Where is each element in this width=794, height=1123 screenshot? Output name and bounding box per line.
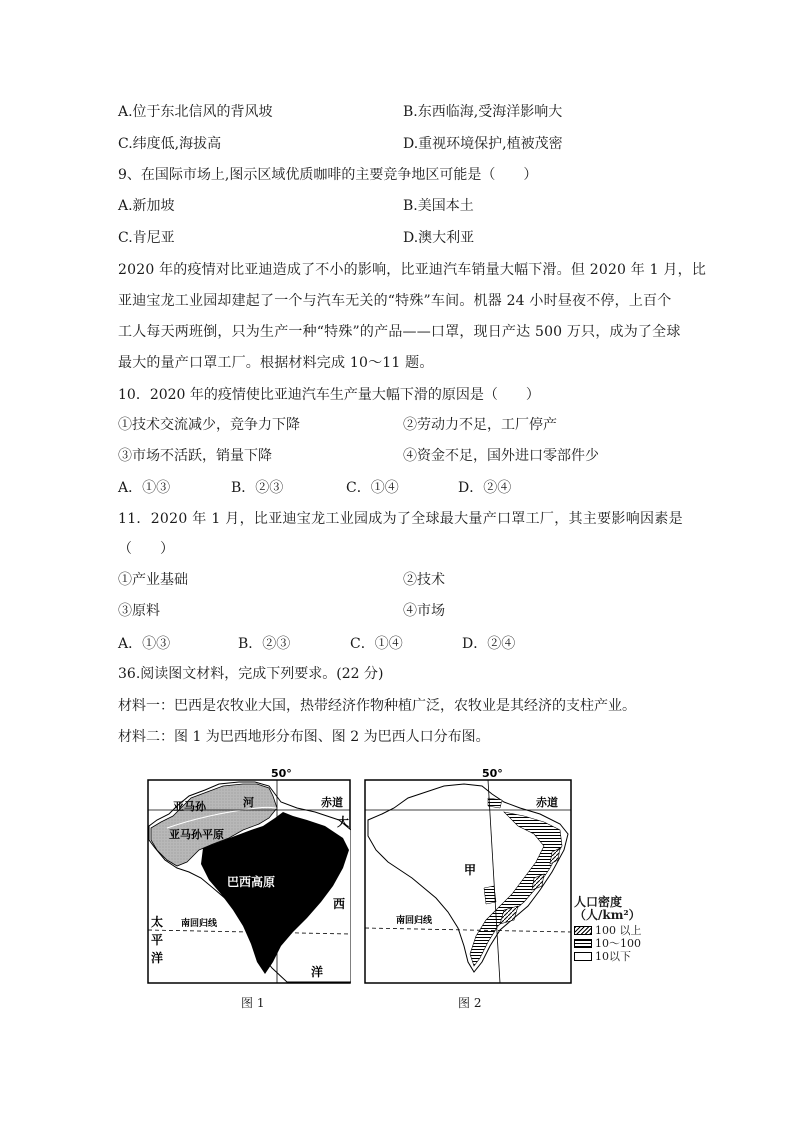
- q11-choice-1: ①产业基础: [118, 572, 188, 588]
- population-density-legend: [574, 896, 642, 963]
- q8-option-b: B.东西临海,受海洋影响大: [403, 104, 563, 120]
- q11-blank: （ ）: [118, 541, 174, 557]
- q11-option-b: B．②③: [238, 636, 291, 652]
- q10-choice-2: ②劳动力不足，工厂停产: [403, 417, 557, 433]
- q36-material-2: 材料二：图 1 为巴西地形分布图、图 2 为巴西人口分布图。: [118, 729, 490, 745]
- fig1-plateau-label: 巴西高原: [227, 875, 276, 889]
- q10-option-b: B．②③: [231, 480, 284, 496]
- figure-1-caption: 图 1: [241, 996, 265, 1010]
- byd-material: [118, 255, 707, 379]
- legend-row-medium: [574, 937, 642, 950]
- figure-1-terrain-map: [147, 768, 351, 988]
- fig1-tropic-label: 南回归线: [181, 919, 218, 929]
- q10-stem: 10．2020 年的疫情使比亚迪汽车生产量大幅下滑的原因是（ ）: [118, 387, 540, 403]
- fig1-pacific-label-1: 太: [151, 915, 164, 929]
- fig1-atlantic-label-3: 洋: [311, 965, 324, 979]
- fig1-amazon-river-label-2: 河: [243, 796, 254, 809]
- fig2-lon-label: 50°: [482, 768, 503, 780]
- legend-label-medium: 10～100: [595, 937, 641, 950]
- fig1-pacific-label-2: 平: [151, 933, 164, 947]
- q11-stem: 11．2020 年 1 月，比亚迪宝龙工业园成为了全球最大量产口罩工厂，其主要影响因素是: [118, 511, 683, 527]
- legend-row-high: [574, 924, 642, 937]
- byd-line-4: 最大的量产口罩工厂。根据材料完成 10～11 题。: [118, 355, 434, 371]
- fig2-jia-label: 甲: [464, 863, 477, 877]
- q11-choice-2: ②技术: [403, 572, 445, 588]
- q9-option-b: B.美国本土: [403, 198, 474, 214]
- q10-choice-4: ④资金不足，国外进口零部件少: [403, 448, 599, 464]
- q11-choice-3: ③原料: [118, 603, 160, 619]
- fig1-amazon-river-label-1: 亚马孙: [173, 800, 206, 813]
- byd-line-1: 2020 年的疫情对比亚迪造成了不小的影响，比亚迪汽车销量大幅下滑。但 2020 年 1 月，比: [118, 262, 707, 278]
- q8-option-a: A.位于东北信风的背风坡: [118, 104, 273, 120]
- q8-option-d: D.重视环境保护,植被茂密: [403, 136, 563, 152]
- fig2-tropic-label: 南回归线: [396, 916, 433, 926]
- fig1-atlantic-label-1: 大: [337, 815, 350, 829]
- legend-title: 人口密度: [574, 895, 623, 909]
- legend-swatch-high: [574, 926, 592, 935]
- q9-option-d: D.澳大利亚: [403, 230, 475, 246]
- q10-choice-3: ③市场不活跃，销量下降: [118, 448, 272, 464]
- byd-line-2: 亚迪宝龙工业园却建起了一个与汽车无关的“特殊”车间。机器 24 小时昼夜不停，上百个: [118, 293, 672, 309]
- fig1-lon-label: 50°: [271, 768, 292, 780]
- legend-label-low: 10以下: [595, 950, 631, 963]
- q11-choice-4: ④市场: [403, 603, 445, 619]
- q10-option-d: D．②④: [458, 480, 512, 496]
- q36-stem: 36.阅读图文材料，完成下列要求。(22 分): [118, 666, 384, 682]
- fig1-equator-label: 赤道: [321, 796, 343, 809]
- q10-option-a: A．①③: [118, 480, 171, 496]
- q9-stem: 9、在国际市场上,图示区域优质咖啡的主要竞争地区可能是（ ）: [118, 167, 538, 183]
- q9-option-a: A.新加坡: [118, 198, 175, 214]
- legend-swatch-low: [574, 952, 592, 961]
- fig2-equator-label: 赤道: [536, 796, 558, 809]
- legend-swatch-medium: [574, 939, 592, 948]
- q11-option-a: A．①③: [118, 636, 171, 652]
- q10-choice-1: ①技术交流减少，竞争力下降: [118, 417, 300, 433]
- q8-option-c: C.纬度低,海拔高: [118, 136, 222, 152]
- legend-label-high: 100 以上: [595, 924, 642, 937]
- q11-option-c: C．①④: [350, 636, 403, 652]
- legend-row-low: [574, 950, 642, 963]
- fig1-pacific-label-3: 洋: [151, 951, 164, 965]
- byd-line-3: 工人每天两班倒，只为生产一种“特殊”的产品——口罩，现日产达 500 万只，成为了全球: [118, 324, 681, 340]
- q11-option-d: D．②④: [462, 636, 516, 652]
- q9-option-c: C.肯尼亚: [118, 230, 175, 246]
- figure-2-caption: 图 2: [458, 996, 482, 1010]
- fig1-atlantic-label-2: 西: [333, 897, 346, 911]
- q10-option-c: C．①④: [346, 480, 399, 496]
- q36-material-1: 材料一：巴西是农牧业大国，热带经济作物种植广泛，农牧业是其经济的支柱产业。: [118, 698, 636, 714]
- fig1-amazon-plain-label: 亚马孙平原: [169, 828, 224, 841]
- figure-2-population-map: [364, 768, 574, 988]
- legend-unit: （人/km²）: [574, 908, 641, 922]
